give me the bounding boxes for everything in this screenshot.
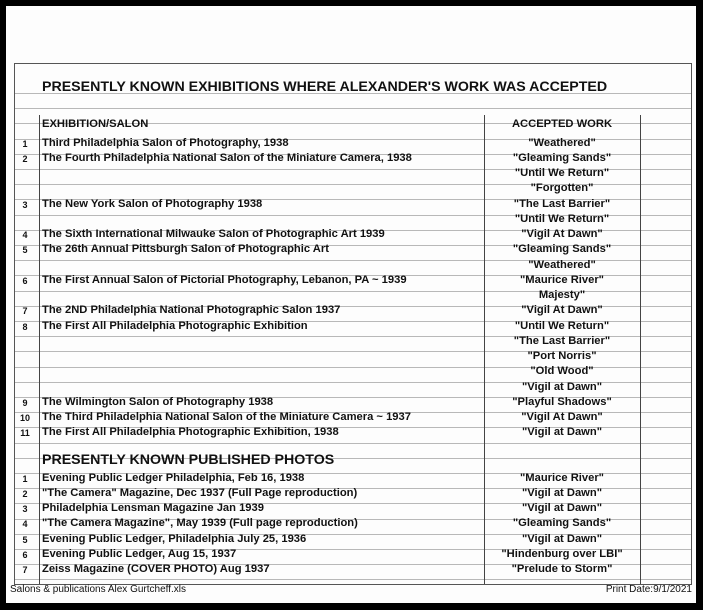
row-accepted-work: "Vigil At Dawn" xyxy=(521,228,603,240)
row-title: The New York Salon of Photography 1938 xyxy=(42,197,263,210)
row-title: The Third Philadelphia National Salon of the Miniature Camera ~ 1937 xyxy=(42,411,411,423)
row-number: 1 xyxy=(22,138,28,149)
row-title: Philadelphia Lensman Magazine Jan 1939 xyxy=(42,502,264,514)
row-accepted-work: "Forgotten" xyxy=(530,182,594,195)
row-number: 7 xyxy=(22,306,28,317)
exhibition-column-header: EXHIBITION/SALON xyxy=(42,118,149,130)
row-title: The Wilmington Salon of Photography 1938 xyxy=(42,395,274,408)
row-title: The Fourth Philadelphia National Salon of the Miniature Camera, 1938 xyxy=(42,151,412,164)
row-accepted-work: "Vigil At Dawn" xyxy=(521,304,603,317)
row-number: 10 xyxy=(19,413,30,423)
footer-print-date: Print Date:9/1/2021 xyxy=(605,584,692,595)
row-title: Evening Public Ledger Philadelphia, Feb 16, 1938 xyxy=(42,471,305,484)
row-number: 8 xyxy=(22,321,28,332)
row-accepted-work: "Until We Return" xyxy=(514,319,610,332)
row-number: 6 xyxy=(22,275,28,286)
row-accepted-work: "The Last Barrier" xyxy=(513,197,611,210)
row-accepted-work: "Vigil at Dawn" xyxy=(521,380,603,393)
row-accepted-work: "Prelude to Storm" xyxy=(511,563,613,575)
row-number: 6 xyxy=(22,549,28,560)
row-number: 1 xyxy=(22,473,28,484)
row-accepted-work: Majesty" xyxy=(538,289,586,301)
row-number: 2 xyxy=(22,488,28,499)
footer-filename: Salons & publications Alex Gurtcheff.xls xyxy=(10,584,187,595)
row-accepted-work: "Port Norris" xyxy=(527,350,597,362)
row-number: 3 xyxy=(22,199,28,210)
row-accepted-work: "Hindenburg over LBI" xyxy=(501,547,623,560)
row-accepted-work: "Maurice River" xyxy=(520,471,604,484)
row-accepted-work: "Gleaming Sands" xyxy=(512,517,612,530)
row-accepted-work: "Gleaming Sands" xyxy=(512,151,612,164)
row-accepted-work: "Vigil at Dawn" xyxy=(521,532,603,545)
row-title: "The Camera Magazine", May 1939 (Full page reproduction) xyxy=(42,517,358,530)
row-number: 2 xyxy=(22,153,28,164)
row-number: 11 xyxy=(20,428,30,439)
row-accepted-work: "Vigil at Dawn" xyxy=(521,486,603,499)
row-title: Third Philadelphia Salon of Photography, 1938 xyxy=(42,136,289,149)
row-number: 4 xyxy=(22,519,28,530)
row-title: The First Annual Salon of Pictorial Photography, Lebanon, PA ~ 1939 xyxy=(42,273,407,286)
row-title: The Sixth International Milwauke Salon of Photographic Art 1939 xyxy=(42,228,385,240)
row-accepted-work: "Until We Return" xyxy=(514,167,610,179)
row-title: Zeiss Magazine (COVER PHOTO) Aug 1937 xyxy=(42,563,270,575)
row-title: "The Camera" Magazine, Dec 1937 (Full Page reproduction) xyxy=(42,486,358,499)
row-accepted-work: "Vigil At Dawn" xyxy=(521,411,603,423)
row-accepted-work: "The Last Barrier" xyxy=(513,334,611,347)
row-number: 5 xyxy=(22,245,28,256)
row-title: The First All Philadelphia Photographic Exhibition xyxy=(42,319,308,332)
row-accepted-work: "Weathered" xyxy=(528,136,596,149)
row-accepted-work: "Old Wood" xyxy=(530,365,594,378)
row-number: 3 xyxy=(22,504,28,514)
row-number: 7 xyxy=(22,565,28,575)
row-title: The 2ND Philadelphia National Photographic Salon 1937 xyxy=(42,304,341,317)
accepted-work-column-header: ACCEPTED WORK xyxy=(511,118,613,130)
published-section-title: PRESENTLY KNOWN PUBLISHED PHOTOS xyxy=(42,452,335,468)
row-accepted-work: "Maurice River" xyxy=(520,273,604,286)
row-accepted-work: "Vigil at Dawn" xyxy=(521,426,603,439)
row-number: 9 xyxy=(22,397,28,408)
row-number: 4 xyxy=(22,230,28,240)
row-title: The 26th Annual Pittsburgh Salon of Photographic Art xyxy=(42,243,329,256)
row-accepted-work: "Gleaming Sands" xyxy=(512,243,612,256)
row-title: The First All Philadelphia Photographic Exhibition, 1938 xyxy=(42,426,339,439)
row-title: Evening Public Ledger, Philadelphia July 25, 1936 xyxy=(42,532,307,545)
page-title: PRESENTLY KNOWN EXHIBITIONS WHERE ALEXANDER'S WORK WAS ACCEPTED xyxy=(42,79,608,95)
row-accepted-work: "Vigil at Dawn" xyxy=(521,502,603,514)
row-accepted-work: "Weathered" xyxy=(528,258,596,271)
row-number: 5 xyxy=(22,534,28,545)
row-title: Evening Public Ledger, Aug 15, 1937 xyxy=(42,547,237,560)
row-accepted-work: "Playful Shadows" xyxy=(512,395,612,408)
row-accepted-work: "Until We Return" xyxy=(514,212,610,225)
spreadsheet-page xyxy=(6,6,696,603)
